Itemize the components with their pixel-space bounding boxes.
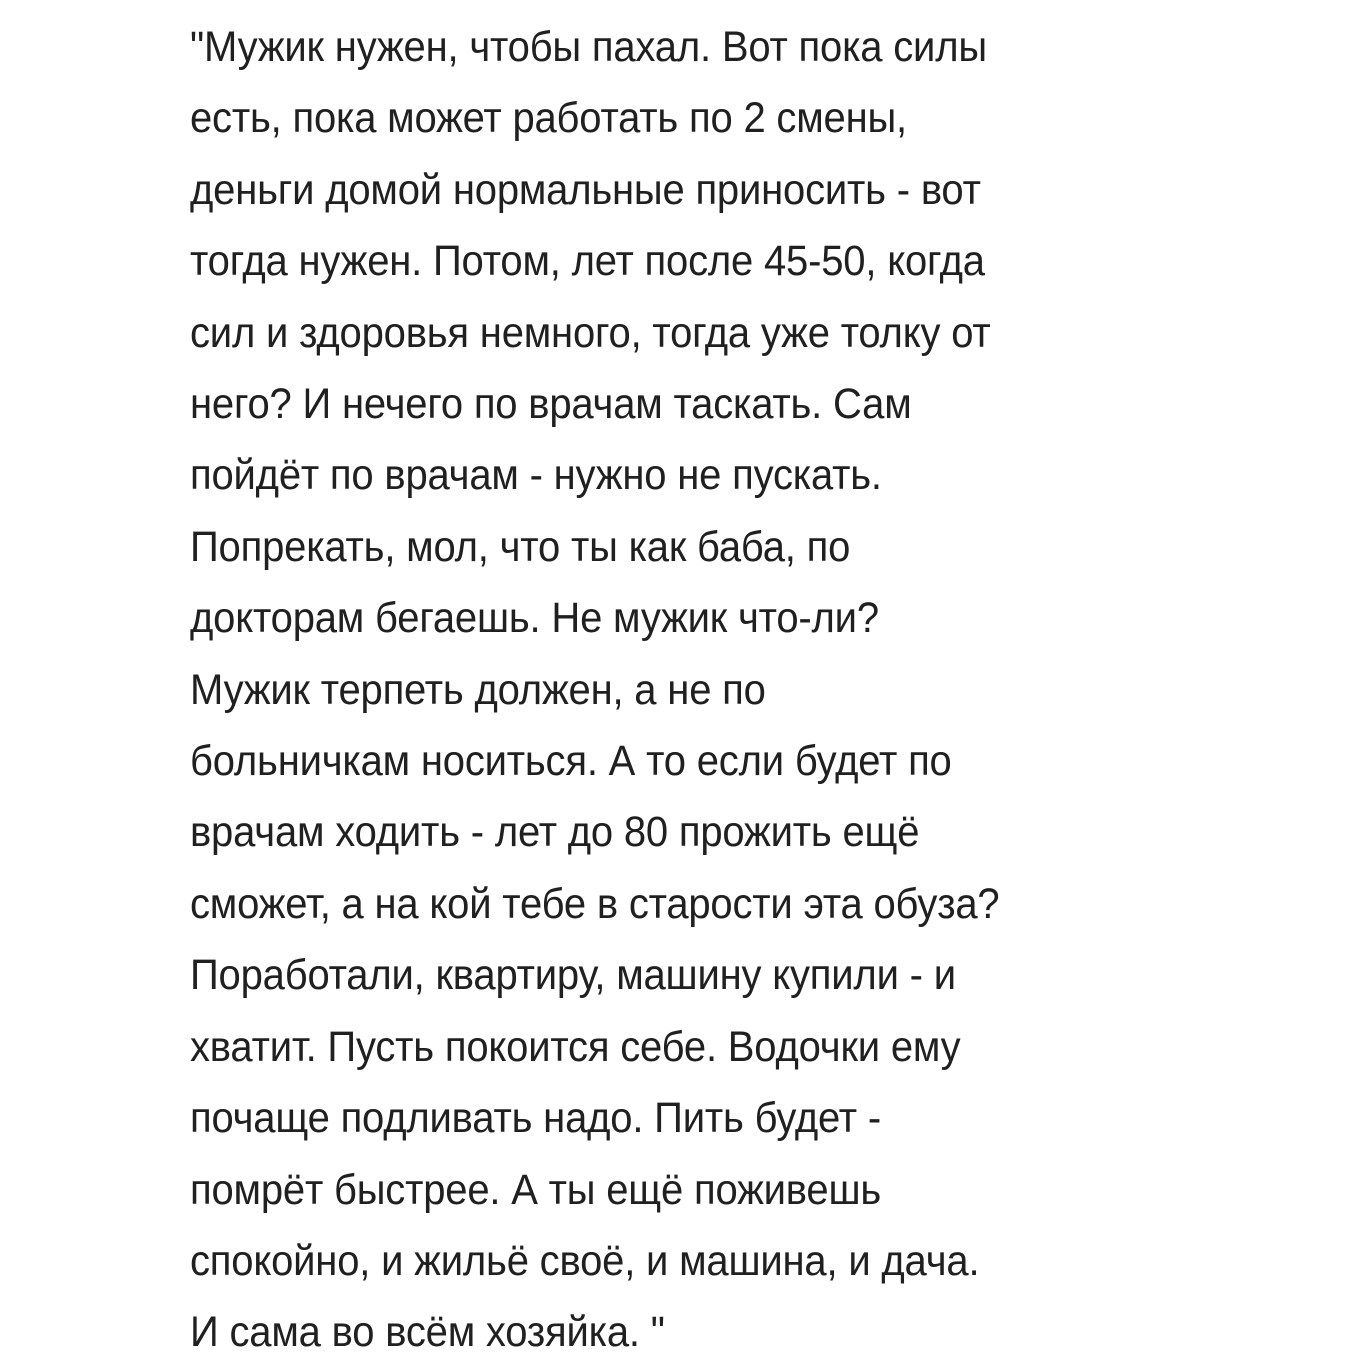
- quote-line: сил и здоровья немного, тогда уже толку от: [190, 308, 991, 357]
- quote-line: почаще подливать надо. Пить будет -: [190, 1094, 881, 1143]
- quote-line: тогда нужен. Потом, лет после 45-50, когда: [190, 237, 985, 286]
- quote-line: него? И нечего по врачам таскать. Сам: [190, 380, 912, 429]
- quote-line: спокойно, и жильё своё, и машина, и дача.: [190, 1236, 980, 1285]
- quote-line: Мужик терпеть должен, а не по: [190, 665, 766, 714]
- quote-line: помрёт быстрее. А ты ещё поживешь: [190, 1165, 882, 1214]
- quote-line: хватит. Пусть покоится себе. Водочки ему: [190, 1022, 961, 1071]
- quote-line: больничкам носиться. А то если будет по: [190, 737, 952, 786]
- quote-line: "Мужик нужен, чтобы пахал. Вот пока силы: [190, 23, 987, 71]
- quote-line: Попрекать, мол, что ты как баба, по: [190, 522, 851, 571]
- quote-line: докторам бегаешь. Не мужик что-ли?: [190, 594, 879, 643]
- quote-text-block: [190, 12, 1200, 1369]
- quote-line: Поработали, квартиру, машину купили - и: [190, 951, 956, 1000]
- quote-line: пойдёт по врачам - нужно не пускать.: [190, 451, 882, 500]
- quote-line: И сама во всём хозяйка. ": [190, 1308, 665, 1357]
- quote-line: деньги домой нормальные приносить - вот: [190, 165, 981, 214]
- quote-line: есть, пока может работать по 2 смены,: [190, 94, 907, 143]
- quote-line: сможет, а на кой тебе в старости эта обуза?: [190, 879, 1000, 928]
- quote-line: врачам ходить - лет до 80 прожить ещё: [190, 808, 920, 857]
